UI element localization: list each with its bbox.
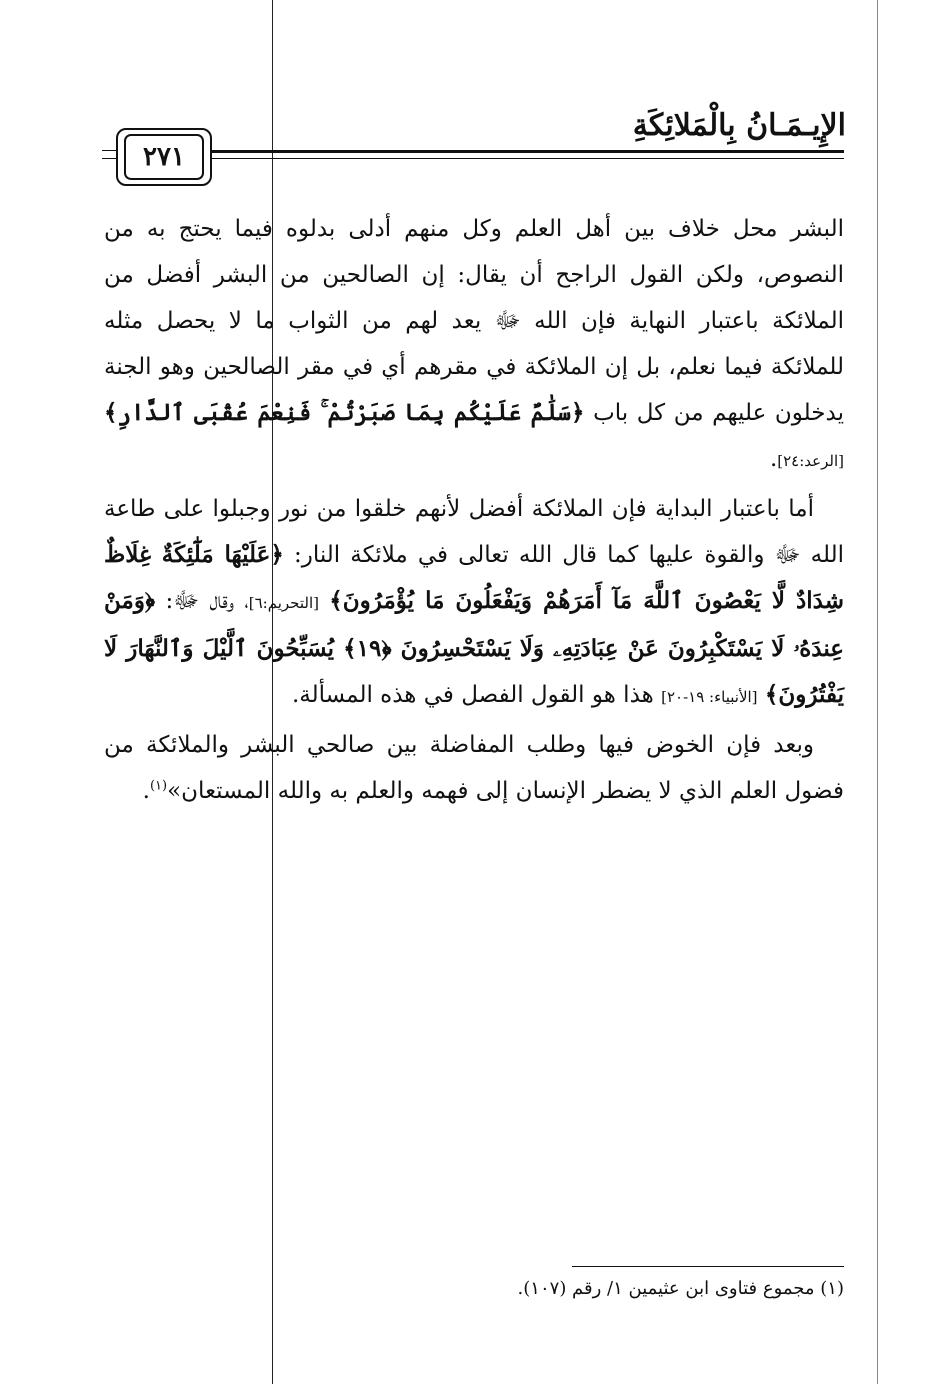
header-rule-short: [102, 158, 116, 159]
footnote: (١) مجموع فتاوى ابن عثيمين ١/ رقم (١٠٧).: [517, 1278, 844, 1299]
quran-verse: ﴿سَلَٰمٌ عَلَيْكُم بِمَا صَبَرْتُمْ ۚ فَنِعْمَ عُقْبَى ٱلدَّارِ﴾: [104, 399, 585, 426]
verse-reference: [الأنبياء: ١٩-٢٠]: [661, 688, 758, 706]
main-text: [104, 206, 844, 814]
quran-verse: ﴿عَلَيْهَا مَلَٰٓئِكَةٌ غِلَاظٌ شِدَادٌ لَّا يَعْصُونَ ٱللَّهَ مَآ أَمَرَهُمْ وَيَفْعَلُونَ مَا يُؤْمَرُونَ﴾: [104, 541, 845, 614]
paragraph-1: [104, 206, 844, 484]
header-rule-short: [102, 150, 116, 151]
paragraph-text: هذا هو القول الفصل في هذه المسألة.: [292, 682, 654, 708]
paragraph-text: أما باعتبار البداية فإن الملائكة أفضل لأنهم خلقوا من نور وجبلوا على طاعة الله ﷻ والقوة عليها كما قال الله تعالى في ملائكة النار:: [104, 496, 844, 568]
footnote-marker[interactable]: (١): [149, 778, 168, 794]
gutter-line-right: [877, 0, 878, 1384]
page-number: ٢٧١: [124, 134, 204, 180]
paragraph-text: وبعد فإن الخوض فيها وطلب المفاضلة بين صالحي البشر والملائكة من فضول العلم الذي لا يضطر الإنسان إلى فهمه والعلم به والله المستعان»: [104, 732, 844, 804]
punctuation: .: [142, 778, 150, 804]
paragraph-text: البشر محل خلاف بين أهل العلم وكل منهم أدلى بدلوه فيما يحتج به من النصوص، ولكن القول الراجح أن يقال: إن الصالحين من البشر أفضل من الملائكة باعتبار النهاية فإن الله ﷻ يعد لهم من الثواب ما لا يحصل مثله للملائكة فيما نعلم، بل إن الملائكة في مقرهم أي في مقر الصالحين وهو الجنة يدخلون عليهم من كل باب: [104, 216, 844, 426]
header-rule-thin: [212, 158, 844, 159]
header-rule-thick: [212, 150, 844, 153]
paragraph-2: [104, 486, 844, 720]
quran-verse: ﴿وَمَنْ عِندَهُۥ لَا يَسْتَكْبِرُونَ عَنْ عِبَادَتِهِۦ وَلَا يَسْتَحْسِرُونَ ﴿١٩﴾ يُسَبِّحُونَ ٱلَّيْلَ وَٱلنَّهَارَ لَا يَفْتُرُونَ﴾: [104, 587, 845, 708]
verse-reference: [التحريم:٦]: [248, 594, 319, 612]
paragraph-3: [104, 722, 844, 814]
footnote-separator: [572, 1266, 844, 1267]
paragraph-text: ، وقال ﷻ:: [165, 588, 249, 614]
running-header-title: الإِيـمَـانُ بِالْمَلائِكَةِ: [632, 108, 846, 143]
verse-reference: [الرعد:٢٤]: [777, 452, 844, 470]
punctuation: .: [769, 446, 778, 472]
